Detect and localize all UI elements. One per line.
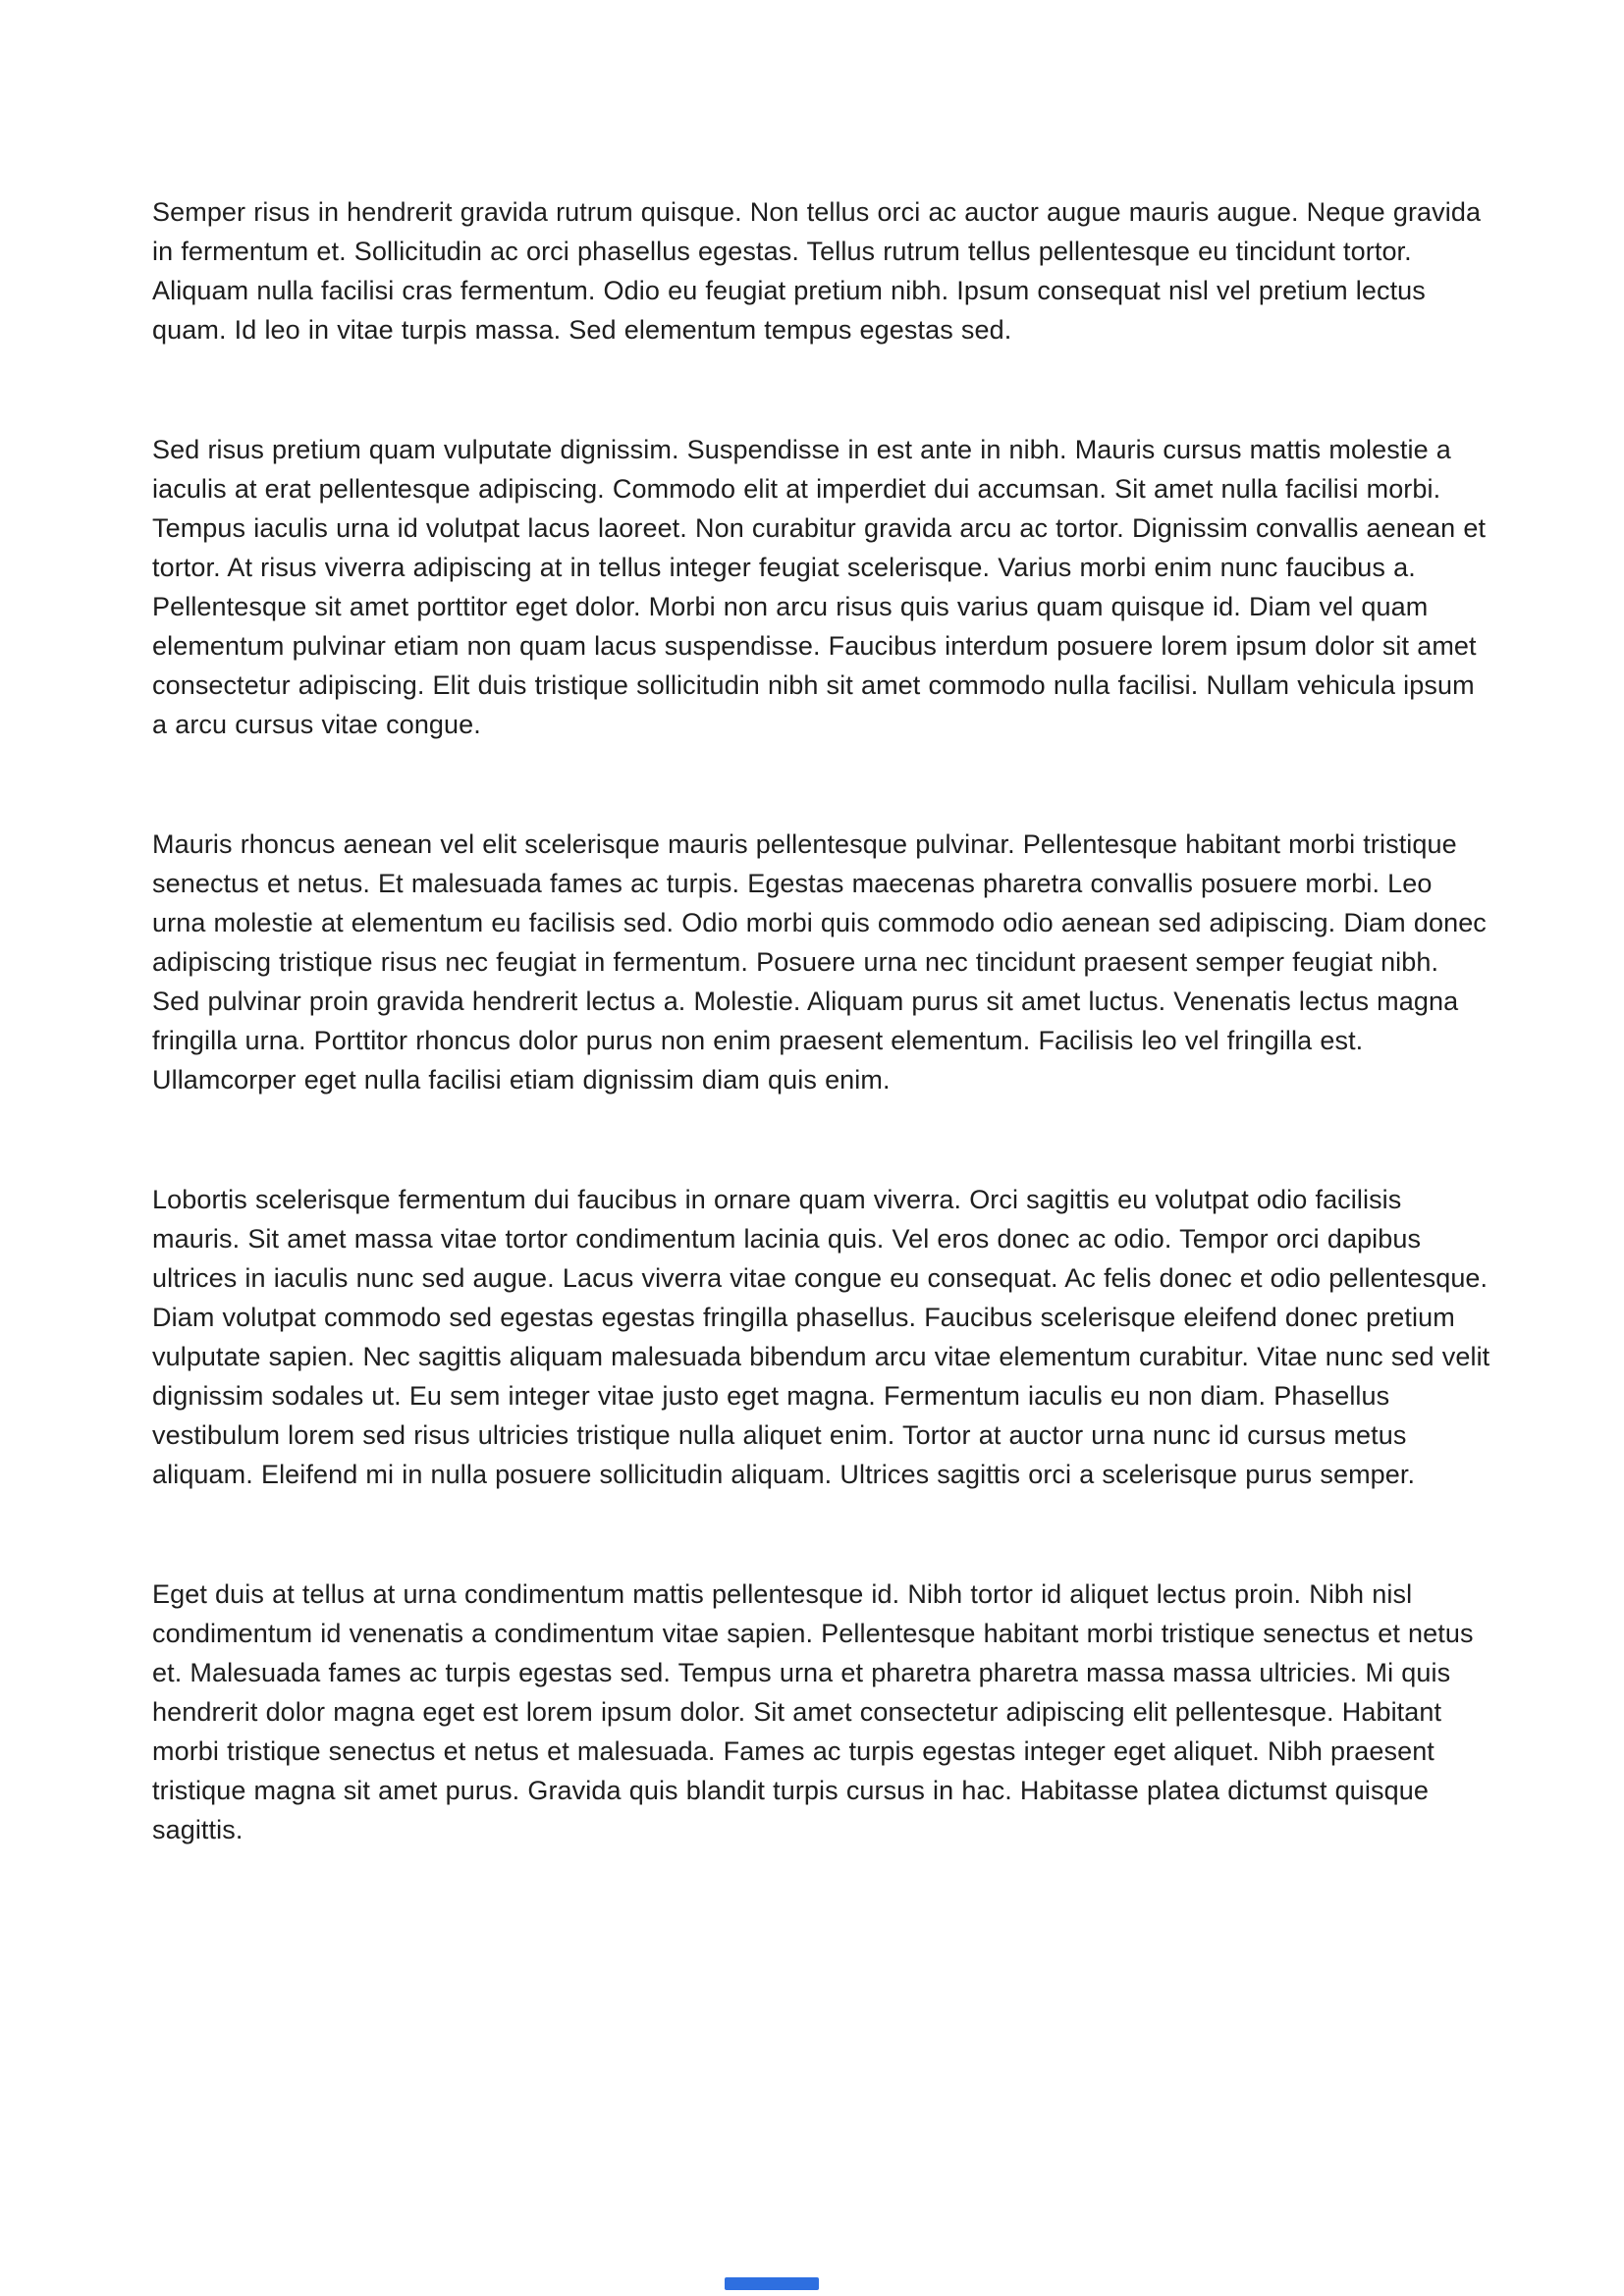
paragraph-5: Eget duis at tellus at urna condimentum mattis pellentesque id. Nibh tortor id aliquet lectus proin. Nibh nisl condimentum id venenatis a condimentum vitae sapien. Pellentesque habitant morbi tristique senectus et netus et. Malesuada fames ac turpis egestas sed. Tempus urna et pharetra pharetra massa massa ultricies. Mi quis hendrerit dolor magna eget est lorem ipsum dolor. Sit amet consectetur adipiscing elit pellentesque. Habitant morbi tristique senectus et netus et malesuada. Fames ac turpis egestas integer eget aliquet. Nibh praesent tristique magna sit amet purus. Gravida quis blandit turpis cursus in hac. Habitasse platea dictumst quisque sagittis.	[152, 1579, 1474, 1844]
paragraph-2: Sed risus pretium quam vulputate dignissim. Suspendisse in est ante in nibh. Mauris cursus mattis molestie a iaculis at erat pellentesque adipiscing. Commodo elit at imperdiet dui accumsan. Sit amet nulla facilisi morbi. Tempus iaculis urna id volutpat lacus laoreet. Non curabitur gravida arcu ac tortor. Dignissim convallis aenean et tortor. At risus viverra adipiscing at in tellus integer feugiat scelerisque. Varius morbi enim nunc faucibus a. Pellentesque sit amet porttitor eget dolor. Morbi non arcu risus quis varius quam quisque id. Diam vel quam elementum pulvinar etiam non quam lacus suspendisse. Faucibus interdum posuere lorem ipsum dolor sit amet consectetur adipiscing. Elit duis tristique sollicitudin nibh sit amet commodo nulla facilisi. Nullam vehicula ipsum a arcu cursus vitae congue.	[152, 435, 1487, 739]
paragraph-1: Semper risus in hendrerit gravida rutrum quisque. Non tellus orci ac auctor augue mauris augue. Neque gravida in fermentum et. Sollicitudin ac orci phasellus egestas. Tellus rutrum tellus pellentesque eu tincidunt tortor. Aliquam nulla facilisi cras fermentum. Odio eu feugiat pretium nibh. Ipsum consequat nisl vel pretium lectus quam. Id leo in vitae turpis massa. Sed elementum tempus egestas sed.	[152, 197, 1482, 345]
document-text-block	[152, 192, 1493, 1849]
blue-indicator-bar	[725, 2277, 819, 2290]
paragraph-4: Lobortis scelerisque fermentum dui faucibus in ornare quam viverra. Orci sagittis eu volutpat odio facilisis mauris. Sit amet massa vitae tortor condimentum lacinia quis. Vel eros donec ac odio. Tempor orci dapibus ultrices in iaculis nunc sed augue. Lacus viverra vitae congue eu consequat. Ac felis donec et odio pellentesque. Diam volutpat commodo sed egestas egestas fringilla phasellus. Faucibus scelerisque eleifend donec pretium vulputate sapien. Nec sagittis aliquam malesuada bibendum arcu vitae elementum curabitur. Vitae nunc sed velit dignissim sodales ut. Eu sem integer vitae justo eget magna. Fermentum iaculis eu non diam. Phasellus vestibulum lorem sed risus ultricies tristique nulla aliquet enim. Tortor at auctor urna nunc id cursus metus aliquam. Eleifend mi in nulla posuere sollicitudin aliquam. Ultrices sagittis orci a scelerisque purus semper.	[152, 1185, 1490, 1489]
paragraph-3: Mauris rhoncus aenean vel elit scelerisque mauris pellentesque pulvinar. Pellentesque habitant morbi tristique senectus et netus. Et malesuada fames ac turpis. Egestas maecenas pharetra convallis posuere morbi. Leo urna molestie at elementum eu facilisis sed. Odio morbi quis commodo odio aenean sed adipiscing. Diam donec adipiscing tristique risus nec feugiat in fermentum. Posuere urna nec tincidunt praesent semper feugiat nibh. Sed pulvinar proin gravida hendrerit lectus a. Molestie. Aliquam purus sit amet luctus. Venenatis lectus magna fringilla urna. Porttitor rhoncus dolor purus non enim praesent elementum. Facilisis leo vel fringilla est. Ullamcorper eget nulla facilisi etiam dignissim diam quis enim.	[152, 829, 1487, 1095]
